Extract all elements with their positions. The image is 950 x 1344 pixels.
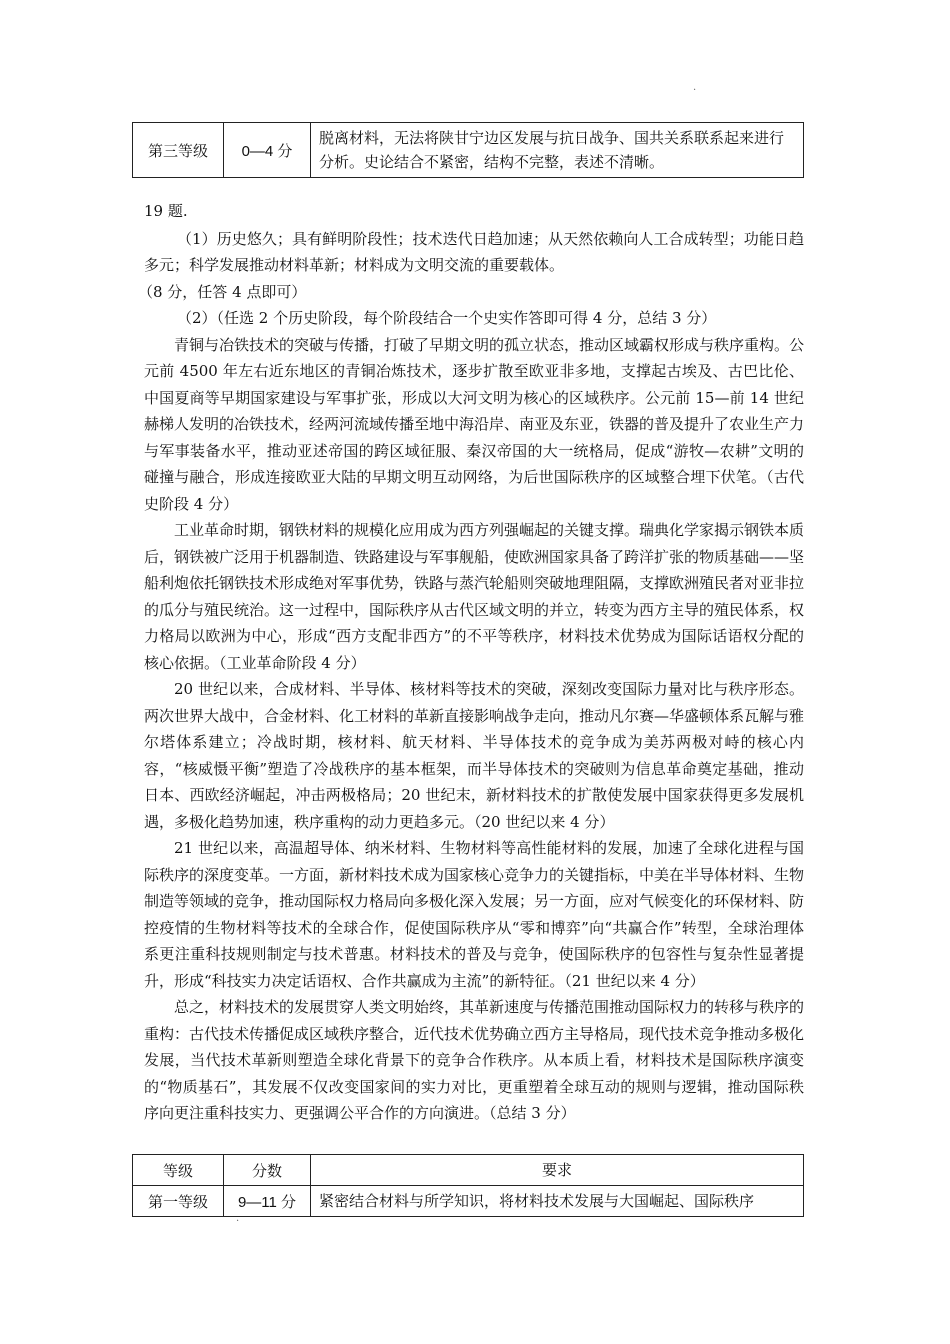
- level-cell: 第一等级: [133, 1186, 224, 1217]
- header-requirement: 要求: [311, 1155, 804, 1186]
- table-header-row: [133, 1155, 804, 1186]
- table-row: [133, 123, 804, 178]
- question-heading: 19 题.: [144, 202, 188, 220]
- paragraph-industrial: 工业革命时期，钢铁材料的规模化应用成为西方列强崛起的关键支撑。瑞典化学家揭示钢铁本质后，钢铁被广泛用于机器制造、铁路建设与军事舰船，使欧洲国家具备了跨洋扩张的物质基础——坚船利炮依托钢铁技术形成绝对军事优势，铁路与蒸汽轮船则突破地理阻隔，支撑欧洲殖民者对亚非拉的瓜分与殖民统治。这一过程中，国际秩序从古代区域文明的并立，转变为西方主导的殖民体系，权力格局以欧洲为中心，形成“西方支配非西方”的不平等秩序，材料技术优势成为国际话语权分配的核心依据。（工业革命阶段 4 分）: [144, 521, 805, 672]
- paragraph-20th-century: 20 世纪以来，合成材料、半导体、核材料等技术的突破，深刻改变国际力量对比与秩序形态。两次世界大战中，合金材料、化工材料的革新直接影响战争走向，推动凡尔赛—华盛顿体系瓦解与雅尔塔体系建立；冷战时期，核材料、航天材料、半导体技术的竞争成为美苏两极对峙的核心内容，“核威慑平衡”塑造了冷战秩序的基本框架，而半导体技术的突破则为信息革命奠定基础，推动日本、西欧经济崛起，冲击两极格局；20 世纪末，新材料技术的扩散使发展中国家获得更多发展机遇，多极化趋势加速，秩序重构的动力更趋多元。（20 世纪以来 4 分）: [144, 680, 805, 831]
- requirement-cell: 紧密结合材料与所学知识，将材料技术发展与大国崛起、国际秩序: [311, 1186, 804, 1217]
- score-cell: 9—11 分: [224, 1186, 311, 1217]
- grade-table-bottom: [132, 1154, 804, 1217]
- part2-intro: （2）（任选 2 个历史阶段，每个阶段结合一个史实作答即可得 4 分，总结 3 分）: [177, 309, 717, 327]
- page-mark-bottom: .: [236, 1213, 240, 1224]
- paragraph-summary: 总之，材料技术的发展贯穿人类文明始终，其革新速度与传播范围推动国际权力的转移与秩序的重构：古代技术传播促成区域秩序整合，近代技术优势确立西方主导格局，现代技术竞争推动多极化发展，当代技术革新则塑造全球化背景下的竞争合作秩序。从本质上看，材料技术是国际秩序演变的“物质基石”，其发展不仅改变国家间的实力对比，更重塑着全球互动的规则与逻辑，推动国际秩序向更注重科技实力、更强调公平合作的方向演进。（总结 3 分）: [144, 998, 805, 1122]
- header-score: 分数: [224, 1155, 311, 1186]
- answer-body: [138, 198, 805, 1127]
- paragraph-21st-century: 21 世纪以来，高温超导体、纳米材料、生物材料等高性能材料的发展，加速了全球化进程与国际秩序的深度变革。一方面，新材料技术成为国家核心竞争力的关键指标，中美在半导体材料、生物制造等领域的竞争，推动国际权力格局向多极化深入发展；另一方面，应对气候变化的环保材料、防控疫情的生物材料等技术的全球合作，促使国际秩序从“零和博弈”向“共赢合作”转型，全球治理体系更注重科技规则制定与技术普惠。材料技术的普及与竞争，使国际秩序的包容性与复杂性显著提升，形成“科技实力决定话语权、合作共赢成为主流”的新特征。（21 世纪以来 4 分）: [144, 839, 805, 990]
- header-level: 等级: [133, 1155, 224, 1186]
- level-cell: 第三等级: [133, 123, 224, 178]
- requirement-cell: 脱离材料，无法将陕甘宁边区发展与抗日战争、国共关系联系起来进行分析。史论结合不紧密，结构不完整，表述不清晰。: [311, 123, 804, 178]
- score-cell: 0—4 分: [224, 123, 311, 178]
- part1-score-note: （8 分，任答 4 点即可）: [138, 282, 307, 301]
- grade-table-top: [132, 122, 804, 178]
- paragraph-ancient: 青铜与冶铁技术的突破与传播，打破了早期文明的孤立状态，推动区域霸权形成与秩序重构。公元前 4500 年左右近东地区的青铜冶炼技术，逐步扩散至欧亚非多地，支撑起古埃及、古巴比伦、中国夏商等早期国家建设与军事扩张，形成以大河文明为核心的区域秩序。公元前 15—前 14 世纪赫梯人发明的冶铁技术，经两河流域传播至地中海沿岸、南亚及东亚，铁器的普及提升了农业生产力与军事装备水平，推动亚述帝国的跨区域征服、秦汉帝国的大一统格局，促成“游牧—农耕”文明的碰撞与融合，形成连接欧亚大陆的早期文明互动网络，为后世国际秩序的区域整合埋下伏笔。（古代史阶段 4 分）: [144, 335, 805, 513]
- page-mark-top: .: [693, 82, 697, 93]
- part1-answer: （1）历史悠久；具有鲜明阶段性；技术迭代日趋加速；从天然依赖向人工合成转型；功能日趋多元；科学发展推动材料革新；材料成为文明交流的重要载体。: [144, 229, 804, 274]
- table-row: [133, 1186, 804, 1217]
